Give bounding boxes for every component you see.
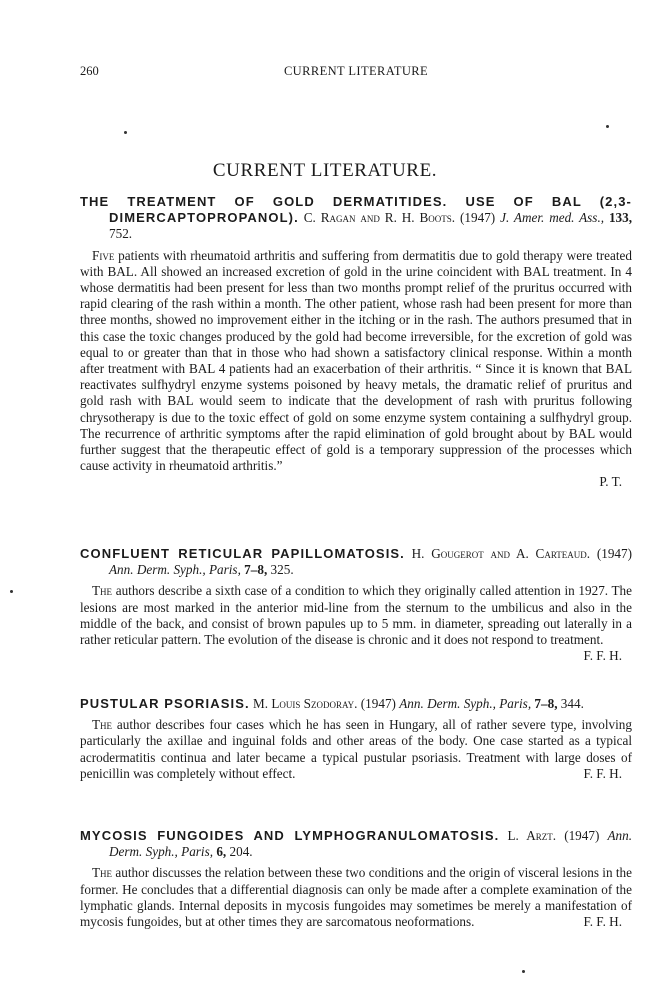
article-first-word: The: [92, 717, 113, 733]
article-heading: [80, 828, 632, 860]
section-title: CURRENT LITERATURE.: [212, 160, 438, 181]
article-first-word: Five: [92, 247, 115, 263]
article-body: [80, 248, 632, 475]
article-first-word: The: [92, 583, 113, 599]
article-signature: F. F. H.: [583, 648, 622, 664]
scan-speck: [10, 590, 13, 593]
article-pustular-psoriasis: [80, 696, 632, 782]
article-journal: Ann. Derm. Syph., Paris,: [399, 696, 532, 711]
article-volume: 133,: [608, 210, 633, 226]
article-body: [80, 583, 632, 648]
article-pages: 344.: [560, 696, 584, 711]
article-authors: H. Gougerot and A. Carteaud.: [411, 546, 591, 561]
article-authors: L. Arzt.: [507, 828, 557, 843]
article-authors: M. Louis Szodoray.: [253, 696, 358, 711]
article-body: [80, 717, 632, 782]
article-text: author discusses the relation between these two conditions and the origin of visceral lesions in the former. He concludes that a differential diagnosis can only be made after a complete examination of the lymphatic glands. Internal deposits in mycosis fungoides may sometimes be merely a manifestation of mycosis fungoides, but at other times they are sarcomatous neoformations.: [80, 865, 632, 930]
scan-speck: [124, 131, 127, 134]
article-title: PUSTULAR PSORIASIS.: [80, 696, 250, 711]
article-year: (1947): [564, 828, 600, 843]
article-heading: [80, 194, 632, 243]
article-heading: [80, 696, 632, 712]
article-pages: 204.: [229, 844, 253, 860]
article-volume: 6,: [216, 844, 227, 860]
article-signature: P. T.: [599, 474, 622, 490]
article-body: [80, 865, 632, 930]
article-text: patients with rheumatoid arthritis and suffering from dermatitis due to gold therapy were treated with BAL. All showed an increased excretion of gold in the urine coincident with BAL treatment. In 4 whose dermatitis had been present for less than two months prompt relief of the pruritus occurred with rapid clearing of the rash within a month. The other patient, whose rash had been present for more than three months, showed no improvement either in the itching or in the rash. The authors presumed that in this case the toxic changes produced by the gold had become irreversible, for the excretion of gold was equal to or greater than that in those who had shown a satisfactory clinical response. Within a month after treatment with BAL 4 patients had an exacerbation of their arthritis. “ Since it is known that BAL reactivates sulfhydryl enzyme systems poisoned by heavy metals, the dramatic relief of pruritus and gold rash with BAL would seem to indicate that the development of rash with pruritus following chrysotherapy is due to the toxic effect of gold on some enzyme system containing a sulfhydryl group. The recurrence of arthritic symptoms after the rapid elimination of gold brought about by BAL would further suggest that the therapeutic effect of gold is a temporary suppression of the processes which cause activity in rheumatoid arthritis.”: [80, 247, 632, 474]
article-journal: Ann. Derm. Syph., Paris,: [109, 828, 633, 860]
article-authors: C. Ragan and R. H. Boots.: [303, 210, 456, 226]
article-heading: [80, 546, 632, 578]
article-pages: 325.: [270, 562, 294, 578]
article-title: MYCOSIS FUNGOIDES AND LYMPHOGRANULOMATOSIS.: [80, 828, 500, 843]
scan-speck: [606, 125, 609, 128]
article-mycosis-fungoides: [80, 828, 632, 930]
article-text: authors describe a sixth case of a condition to which they originally called attention in 1927. The lesions are most marked in the anterior mid-line from the sternum to the umbilicus and also in the middle of the back, and consist of brown papules up to 5 mm. in diameter, spreading out laterally in a rather reticular pattern. The evolution of the disease is chronic and it does not respond to treatment.: [80, 583, 633, 648]
article-first-word: The: [92, 865, 113, 881]
article-pages: 752.: [109, 226, 133, 242]
article-volume: 7–8,: [534, 696, 558, 711]
article-year: (1947): [596, 546, 633, 561]
article-title: THE TREATMENT OF GOLD DERMATITIDES. USE OF BAL (2,3-DIMERCAPTOPROPANOL).: [80, 194, 632, 226]
article-papillomatosis: [80, 546, 632, 664]
page-number: 260: [80, 64, 99, 78]
article-signature: F. F. H.: [583, 765, 622, 781]
article-volume: 7–8,: [244, 562, 268, 578]
article-title: CONFLUENT RETICULAR PAPILLOMATOSIS.: [80, 546, 405, 561]
scan-speck: [522, 970, 525, 973]
article-year: (1947): [460, 210, 496, 226]
running-header: [80, 64, 632, 82]
article-signature: F. F. H.: [583, 914, 622, 930]
article-journal: J. Amer. med. Ass.,: [500, 210, 605, 226]
article-journal: Ann. Derm. Syph., Paris,: [109, 562, 241, 578]
article-year: (1947): [360, 696, 396, 711]
article-text: author describes four cases which he has seen in Hungary, all of rather severe type, involving particularly the axillae and inguinal folds and other areas of the body. One case started as a typical acrodermatitis continua and later became a typical pustular psoriasis. Treatment with large doses of penicillin was completely without effect.: [80, 717, 632, 781]
running-title: CURRENT LITERATURE: [283, 64, 429, 78]
article-gold-dermatitides: [80, 194, 632, 491]
